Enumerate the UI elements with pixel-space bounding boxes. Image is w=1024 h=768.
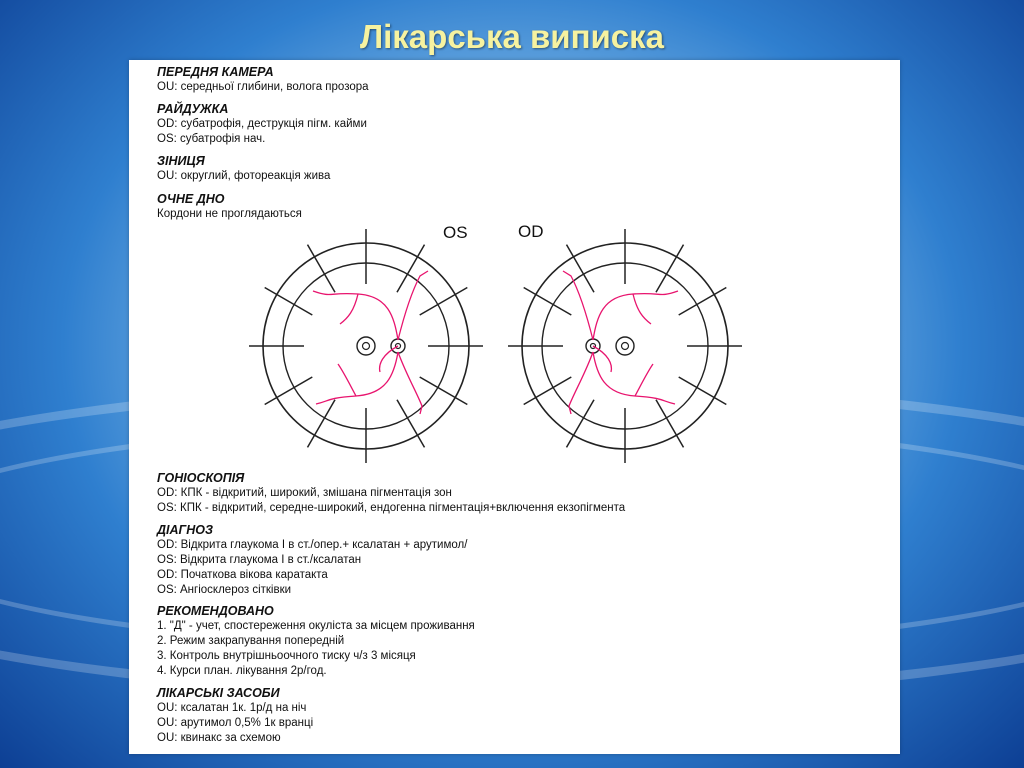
section-heading: ДІАГНОЗ bbox=[157, 523, 213, 537]
retinal-vessel bbox=[635, 364, 653, 396]
macula-outer bbox=[616, 337, 634, 355]
meridian-line bbox=[265, 377, 313, 405]
meridian-line bbox=[420, 288, 468, 316]
medical-document bbox=[129, 60, 900, 754]
section-line: OS: Відкрита глаукома I в ст./ксалатан bbox=[157, 554, 362, 566]
retinal-vessel bbox=[316, 352, 398, 404]
inner-circle bbox=[283, 263, 449, 429]
section-heading: ГОНІОСКОПІЯ bbox=[157, 471, 245, 485]
section-line: OU: округлий, фотореакція жива bbox=[157, 170, 331, 182]
section-line: 4. Курси план. лікування 2р/год. bbox=[157, 665, 327, 677]
meridian-line bbox=[397, 400, 425, 448]
meridian-line bbox=[679, 377, 727, 405]
section-line: OD: КПК - відкритий, широкий, змішана пігментація зон bbox=[157, 487, 452, 499]
meridian-line bbox=[420, 377, 468, 405]
meridian-line bbox=[679, 288, 727, 316]
retinal-vessel bbox=[569, 352, 593, 414]
section-line: OU: арутимол 0,5% 1к вранці bbox=[157, 717, 314, 729]
section-heading: РАЙДУЖКА bbox=[157, 102, 229, 116]
eye-label-os: OS bbox=[443, 223, 468, 242]
section-heading: ЗІНИЦЯ bbox=[157, 154, 205, 168]
retinal-vessel bbox=[338, 364, 356, 396]
retinal-vessel bbox=[593, 291, 678, 340]
section-line: OU: середньої глибини, волога прозора bbox=[157, 81, 369, 93]
retinal-vessel bbox=[593, 346, 611, 372]
eye-label-od: OD bbox=[518, 222, 544, 241]
section-heading: ПЕРЕДНЯ КАМЕРА bbox=[157, 65, 274, 79]
section-heading: РЕКОМЕНДОВАНО bbox=[157, 604, 274, 618]
section-gonioscopy bbox=[157, 470, 625, 516]
section-line: OD: Відкрита глаукома I в ст./опер.+ ксалатан + арутимол/ bbox=[157, 539, 468, 551]
meridian-line bbox=[308, 245, 336, 293]
section-line: OS: субатрофія нач. bbox=[157, 133, 266, 145]
inner-circle bbox=[542, 263, 708, 429]
section-line: 3. Контроль внутрішньоочного тиску ч/з 3 місяця bbox=[157, 650, 416, 662]
slide-title: Лікарська виписка bbox=[359, 18, 665, 55]
section-line: OD: Початкова вікова каратакта bbox=[157, 569, 328, 581]
meridian-line bbox=[656, 245, 684, 293]
meridian-line bbox=[524, 377, 572, 405]
section-line: OS: Ангіосклероз сітківки bbox=[157, 584, 292, 596]
section-line: 2. Режим закрапування попередній bbox=[157, 635, 345, 647]
section-diagnosis bbox=[157, 522, 467, 598]
section-line: OD: субатрофія, деструкція пігм. кайми bbox=[157, 118, 367, 130]
section-recommended bbox=[157, 603, 475, 679]
retinal-vessel bbox=[340, 294, 358, 324]
section-heading: ОЧНЕ ДНО bbox=[157, 192, 225, 206]
macula-inner bbox=[622, 343, 629, 350]
section-line: Кордони не проглядаються bbox=[157, 208, 302, 220]
retinal-vessel bbox=[593, 352, 675, 404]
meridian-line bbox=[656, 400, 684, 448]
macula-inner bbox=[363, 343, 370, 350]
section-line: OU: квинакс за схемою bbox=[157, 732, 281, 744]
section-heading: ЛІКАРСЬКІ ЗАСОБИ bbox=[157, 686, 280, 700]
meridian-line bbox=[524, 288, 572, 316]
section-line: OS: КПК - відкритий, середне-широкий, ендогенна пігментація+включення екзопігмента bbox=[157, 502, 626, 514]
meridian-line bbox=[308, 400, 336, 448]
macula-outer bbox=[357, 337, 375, 355]
section-line: OU: ксалатан 1к. 1р/д на ніч bbox=[157, 702, 307, 714]
meridian-line bbox=[397, 245, 425, 293]
eye-od-diagram bbox=[508, 229, 742, 463]
retinal-vessel bbox=[313, 291, 398, 340]
eye-os-diagram bbox=[249, 229, 483, 463]
section-medications bbox=[157, 685, 313, 746]
meridian-line bbox=[265, 288, 313, 316]
retinal-vessel bbox=[633, 294, 651, 324]
meridian-line bbox=[567, 400, 595, 448]
retinal-vessel bbox=[398, 352, 422, 414]
section-line: 1. "Д" - учет, спостереження окуліста за місцем проживання bbox=[157, 620, 475, 632]
meridian-line bbox=[567, 245, 595, 293]
retinal-vessel bbox=[380, 346, 398, 372]
